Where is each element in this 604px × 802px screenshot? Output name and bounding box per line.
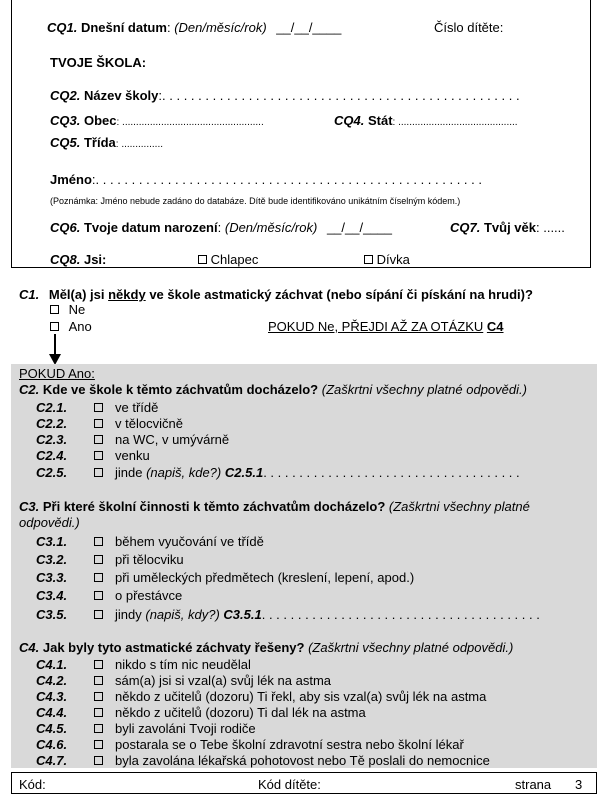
c4-item-text: někdo z učitelů (dozoru) Ti dal lék na astma: [115, 705, 366, 720]
cq4-label: CQ4.: [334, 113, 365, 128]
c2-question: [19, 382, 527, 397]
c1-no-label: Ne: [68, 302, 86, 317]
cq8-row: [50, 252, 106, 267]
c4-item[interactable]: [36, 737, 464, 752]
c4-label: C4.: [19, 640, 40, 655]
c1-yes-option[interactable]: [50, 319, 92, 334]
c2-checkbox[interactable]: [94, 435, 103, 444]
c2-checkbox[interactable]: [94, 403, 103, 412]
c4-checkbox[interactable]: [94, 676, 103, 685]
cq1-title: Dnešní datum: [80, 20, 167, 35]
c3-other-code: C3.5.1: [223, 607, 262, 622]
c2-item-code: C2.3.: [36, 432, 68, 447]
c2-checkbox[interactable]: [94, 468, 103, 477]
c4-item-code: C4.7.: [36, 753, 68, 768]
c3-question: [19, 499, 530, 514]
c4-item-code: C4.6.: [36, 737, 68, 752]
date-field[interactable]: __/__/____: [276, 20, 342, 35]
c2-checkbox[interactable]: [94, 419, 103, 428]
cq1-format: (Den/měsíc/rok): [174, 20, 267, 35]
cq1-row: [47, 20, 341, 35]
c3-item[interactable]: [36, 570, 414, 585]
cq3-row: [50, 113, 264, 128]
c1-text-underlined: někdy: [108, 287, 146, 302]
cq7-label: CQ7.: [450, 220, 481, 235]
c3-item-text: jindy: [115, 607, 142, 622]
c2-item[interactable]: [36, 448, 150, 463]
c4-item-text: někdo z učitelů (dozoru) Ti řekl, aby sis vzal(a) svůj lék na astma: [115, 689, 487, 704]
c3-label: C3.: [19, 499, 40, 514]
cq4-title: Stát: [367, 113, 393, 128]
c3-item[interactable]: [36, 534, 264, 549]
class-field[interactable]: : ...............: [115, 139, 163, 150]
c3-checkbox[interactable]: [94, 573, 103, 582]
c4-checkbox[interactable]: [94, 692, 103, 701]
c4-checkbox[interactable]: [94, 724, 103, 733]
birthdate-field[interactable]: __/__/____: [326, 220, 393, 235]
c3-item-text: při uměleckých předmětech (kreslení, lepení, apod.): [115, 570, 415, 585]
cq2-row: [50, 88, 520, 103]
name-row: [50, 172, 482, 187]
c1-skip-instruction: [268, 319, 504, 334]
cq2-label: CQ2.: [50, 88, 81, 103]
girl-checkbox[interactable]: [364, 255, 373, 264]
c4-instruction: (Zaškrtni všechny platné odpovědi.): [308, 640, 514, 655]
cq7-title: Tvůj věk: [483, 220, 536, 235]
c4-item[interactable]: [36, 721, 256, 736]
footer-child-code-label: Kód dítěte:: [258, 777, 321, 792]
c3-item-code: C3.1.: [36, 534, 68, 549]
cq7-row: [450, 220, 565, 235]
footer-page-number: 3: [575, 777, 583, 792]
c4-item[interactable]: [36, 689, 486, 704]
c3-item-text: během vyučování ve třídě: [115, 534, 264, 549]
c4-text: Jak byly tyto astmatické záchvaty řešeny?: [42, 640, 305, 655]
c2-item[interactable]: [36, 465, 520, 480]
c4-item[interactable]: [36, 657, 251, 672]
c1-yes-checkbox[interactable]: [50, 322, 59, 331]
c2-label: C2.: [19, 382, 40, 397]
cq5-title: Třída: [83, 135, 116, 150]
cq6-format: (Den/měsíc/rok): [224, 220, 318, 235]
c3-other-field[interactable]: . . . . . . . . . . . . . . . . . . . . . . . . . . . . . . . . . . . . . . .: [261, 607, 540, 622]
c1-yes-label: Ano: [68, 319, 92, 334]
c2-item-code: C2.2.: [36, 416, 68, 431]
c2-item-text: venku: [115, 448, 150, 463]
c3-checkbox[interactable]: [94, 555, 103, 564]
c3-checkbox[interactable]: [94, 537, 103, 546]
c3-item-code: C3.2.: [36, 552, 68, 567]
city-field[interactable]: : ...................................................: [116, 117, 264, 128]
c2-item[interactable]: [36, 432, 229, 447]
child-number-label: Číslo dítěte:: [434, 20, 504, 35]
c2-other-field[interactable]: . . . . . . . . . . . . . . . . . . . . . . . . . . . . . . . . . . . .: [263, 465, 520, 480]
c1-text-after: ve škole astmatický záchvat (nebo sípání či pískání na hrudi)?: [149, 287, 533, 302]
c2-other-code: C2.5.1: [224, 465, 264, 480]
footer-code-label: Kód:: [19, 777, 46, 792]
if-yes-label: POKUD Ano:: [19, 366, 95, 381]
c4-item[interactable]: [36, 705, 366, 720]
c3-checkbox[interactable]: [94, 591, 103, 600]
age-field[interactable]: : ......: [536, 220, 565, 235]
c4-item-code: C4.3.: [36, 689, 68, 704]
c3-item-code: C3.4.: [36, 588, 68, 603]
school-name-field[interactable]: :. . . . . . . . . . . . . . . . . . . . . . . . . . . . . . . . . . . . . . . . . . . . . . . . . .: [158, 88, 520, 103]
footer-page-label: strana: [515, 777, 552, 792]
cq5-label: CQ5.: [50, 135, 81, 150]
skip-target: C4: [486, 319, 504, 334]
c4-question: [19, 640, 513, 655]
c3-item-text: při tělocviku: [115, 552, 184, 567]
state-field[interactable]: : ...........................................: [392, 117, 518, 128]
c4-checkbox[interactable]: [94, 660, 103, 669]
girl-label: Dívka: [376, 252, 410, 267]
arrow-down-icon: [48, 334, 62, 366]
boy-checkbox[interactable]: [198, 255, 207, 264]
c3-instruction-2: odpovědi.): [19, 515, 80, 530]
c3-item[interactable]: [36, 552, 184, 567]
c4-item-code: C4.5.: [36, 721, 68, 736]
cq1-label: CQ1.: [47, 20, 78, 35]
cq3-label: CQ3.: [50, 113, 81, 128]
c4-item-text: sám(a) jsi si vzal(a) svůj lék na astma: [115, 673, 331, 688]
cq6-row: [50, 220, 392, 235]
cq8-label: CQ8.: [50, 252, 81, 267]
c3-instruction-1: (Zaškrtni všechny platné: [388, 499, 530, 514]
c4-item-text: byla zavolána lékařská pohotovost nebo Tě poslali do nemocnice: [115, 753, 490, 768]
c1-no-option[interactable]: [50, 302, 85, 317]
c3-item-text: o přestávce: [115, 588, 183, 603]
school-heading: TVOJE ŠKOLA:: [50, 55, 147, 70]
cq6-title: Tvoje datum narození: [83, 220, 218, 235]
c3-checkbox[interactable]: [94, 610, 103, 619]
c2-item-code: C2.1.: [36, 400, 68, 415]
c1-question: [19, 287, 533, 302]
c2-item[interactable]: [36, 416, 183, 431]
c2-instruction: (Zaškrtni všechny platné odpovědi.): [321, 382, 527, 397]
cq4-row: [334, 113, 518, 128]
cq2-title: Název školy: [83, 88, 159, 103]
cq6-colon: :: [217, 220, 222, 235]
c4-item[interactable]: [36, 673, 331, 688]
cq5-row: [50, 135, 163, 150]
c1-text-before: Měl(a) jsi: [48, 287, 105, 302]
c4-checkbox[interactable]: [94, 756, 103, 765]
c4-item-code: C4.1.: [36, 657, 68, 672]
c2-item-text: ve třídě: [115, 400, 159, 415]
c2-other-hint: (napiš, kde?): [146, 465, 222, 480]
name-note: (Poznámka: Jméno nebude zadáno do databáze. Dítě bude identifikováno unikátním číselným kódem.): [50, 196, 461, 206]
name-field[interactable]: :. . . . . . . . . . . . . . . . . . . . . . . . . . . . . . . . . . . . . . . . . . . . . . . . . . . . . .: [91, 172, 482, 187]
c2-text: Kde ve škole k těmto záchvatům docházelo?: [42, 382, 319, 397]
c4-item-text: byli zavoláni Tvoji rodiče: [115, 721, 256, 736]
c3-other-hint: (napiš, kdy?): [145, 607, 220, 622]
c2-item-text: na WC, v umývárně: [115, 432, 230, 447]
c1-label: C1.: [19, 287, 40, 302]
c2-item[interactable]: [36, 400, 158, 415]
c3-item[interactable]: [36, 588, 182, 603]
c2-item-code: C2.5.: [36, 465, 68, 480]
c4-item-code: C4.4.: [36, 705, 68, 720]
cq6-label: CQ6.: [50, 220, 81, 235]
c3-item[interactable]: [36, 607, 540, 622]
c1-no-checkbox[interactable]: [50, 305, 59, 314]
gender-boy-option[interactable]: [198, 252, 258, 267]
c3-item-code: C3.5.: [36, 607, 68, 622]
c4-item-code: C4.2.: [36, 673, 68, 688]
c4-item-text: nikdo s tím nic neudělal: [115, 657, 251, 672]
c4-checkbox[interactable]: [94, 708, 103, 717]
c4-item[interactable]: [36, 753, 490, 768]
c2-item-code: C2.4.: [36, 448, 68, 463]
c4-checkbox[interactable]: [94, 740, 103, 749]
c3-item-code: C3.3.: [36, 570, 68, 585]
gender-girl-option[interactable]: [364, 252, 410, 267]
c2-item-text: jinde: [115, 465, 143, 480]
c2-checkbox[interactable]: [94, 451, 103, 460]
cq3-title: Obec: [83, 113, 117, 128]
name-title: Jméno: [50, 172, 92, 187]
cq1-colon: :: [166, 20, 171, 35]
skip-text: POKUD Ne, PŘEJDI AŽ ZA OTÁZKU: [268, 319, 484, 334]
boy-label: Chlapec: [210, 252, 259, 267]
c3-text: Při které školní činnosti k těmto záchvatům docházelo?: [42, 499, 386, 514]
c4-item-text: postarala se o Tebe školní zdravotní sestra nebo školní lékař: [115, 737, 464, 752]
cq8-title: Jsi:: [83, 252, 107, 267]
c2-item-text: v tělocvičně: [115, 416, 183, 431]
